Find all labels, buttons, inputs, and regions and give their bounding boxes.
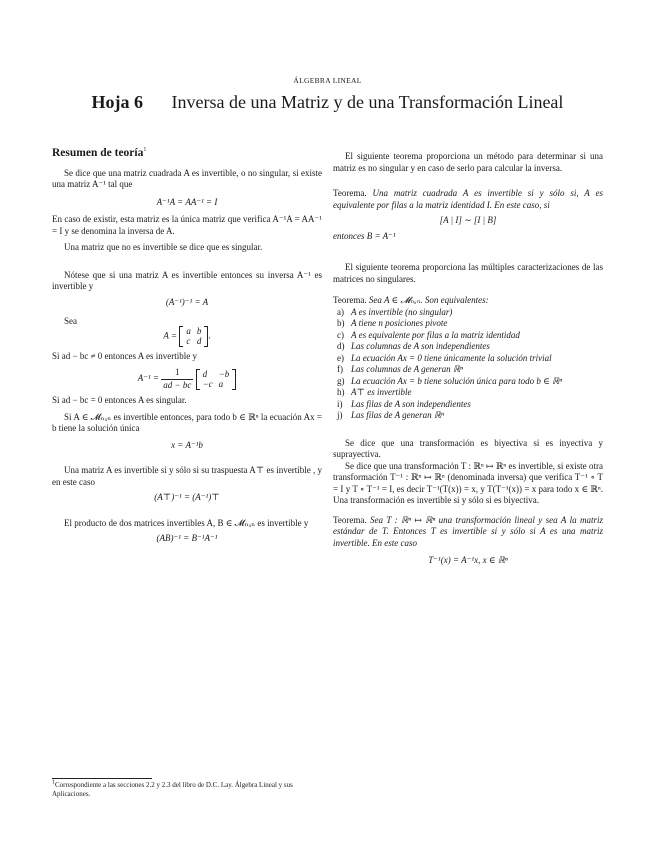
paragraph-inverse-of-inverse: Nótese que si una matriz A es invertible entonces su inversa A⁻¹ es invertible y [52,269,322,291]
fraction-numerator: 1 [161,367,193,380]
theorem-conclusion: entonces B = A⁻¹ [333,230,396,241]
equation-product-inverse: (AB)⁻¹ = B⁻¹A⁻¹ [156,533,218,543]
equation-inverse-2x2 [52,367,322,391]
equation-augmented-matrix: [A | I] ∼ [I | B] [439,215,497,225]
left-column [52,148,322,549]
paragraph-invertible-def: Se dice que una matriz cuadrada A es invertible, o no singular, si existe una matriz A⁻¹ tal que [52,167,322,189]
list-item [333,387,603,399]
list-label: j) [337,410,343,420]
footnote-mark: 1 [143,147,147,154]
theorem-label: Teorema. [333,514,367,525]
list-label: i) [337,398,343,409]
list-item [333,341,603,353]
list-label: e) [337,352,344,363]
theorem-body: Sea A ∈ 𝓜ₙₓₙ. Son equivalentes: [368,295,489,305]
theorem-row-equivalence [333,188,603,211]
paragraph-characterizations-intro: El siguiente teorema proporciona las múltiples caracterizaciones de las matrices no singulares. [333,262,603,284]
matrix-adj-cell: a [218,379,224,389]
list-text: A tiene n posiciones pivote [351,318,448,328]
list-item [333,330,603,342]
right-column [333,151,603,573]
list-text: Las filas de A generan ℝⁿ [351,410,444,420]
paragraph-transpose: Una matriz A es invertible si y sólo si su traspuesta A⊤ es invertible , y en este caso [52,465,322,487]
fraction-denominator: ad − bc [163,379,192,390]
fraction [161,367,193,391]
inverse-lhs: A⁻¹ = [137,373,160,384]
matrix-adj-cell: −c [202,379,213,389]
equation-inverse-def: A⁻¹A = AA⁻¹ = I [156,196,218,207]
list-text: A es invertible (no singular) [351,306,453,317]
matrix-a-cell: a [186,325,191,336]
footnote-text: Correspondiente a las secciones 2.2 y 2.3 del libro de D.C. Lay. Álgebra Lineal y sus Aplicaciones. [52,781,293,798]
paragraph-determinant-nonzero: Si ad − bc ≠ 0 entonces A es invertible y [52,350,197,361]
list-text: La ecuación Ax = b tiene solución única para todo b ∈ ℝⁿ [351,375,563,386]
theorem-equivalences [333,295,603,307]
course-header: ÁLGEBRA LINEAL [293,76,362,85]
list-text: Las filas de A son independientes [351,398,471,409]
list-item [333,353,603,365]
matrix-adj-cell: d [202,368,208,379]
list-label: h) [337,387,345,397]
list-item [333,399,603,411]
list-label: f) [337,364,343,374]
paragraph-bijective: Se dice que una transformación es biyectiva si es inyectiva y suprayectiva. [333,437,603,459]
matrix-adjugate [196,369,237,390]
paragraph-determinant-zero: Si ad − bc = 0 entonces A es singular. [52,395,187,405]
equation-transpose-inverse: (A⊤)⁻¹ = (A⁻¹)⊤ [154,492,220,502]
footnote-number: 1 [52,779,55,786]
list-label: g) [337,375,345,386]
list-item [333,410,603,422]
list-label: b) [337,318,345,328]
sheet-number: Hoja 6 [91,92,144,112]
paragraph-uniqueness: En caso de existir, esta matriz es la única matriz que verifica A⁻¹A = AA⁻¹ = I y se denomina la inversa de A. [52,214,322,236]
title-text: Inversa de una Matriz y de una Transformación Lineal [171,92,564,112]
paragraph-product: El producto de dos matrices invertibles A, B ∈ 𝓜ₙₓₙ es invertible y [64,517,309,528]
equivalence-list [333,307,603,422]
paragraph-singular: Una matriz que no es invertible se dice que es singular. [64,242,263,252]
list-text: A⊤ es invertible [351,387,412,397]
equation-inverse-transformation: T⁻¹(x) = A⁻¹x, x ∈ ℝⁿ [428,555,508,565]
equation-solution: x = A⁻¹b [171,439,203,450]
paragraph-unique-solution: Si A ∈ 𝓜ₙₓₙ es invertible entonces, para todo b ∈ ℝⁿ la ecuación Ax = b tiene la solución única [52,411,322,433]
theorem-body: Sea T : ℝⁿ ↦ ℝⁿ una transformación lineal y sea A la matriz estándar de T. Entonces T es invertible si y sólo si A es una matriz invertible. En este caso [333,514,603,548]
list-text: Las columnas de A generan ℝⁿ [351,364,463,374]
footnote-rule [52,778,152,779]
list-item [333,307,603,319]
section-title-text: Resumen de teoría [52,147,144,159]
matrix-a [179,326,208,347]
matrix-a-lhs: A = [163,330,178,341]
list-item [333,318,603,330]
list-item [333,376,603,388]
matrix-a-cell: d [196,336,202,346]
list-item [333,364,603,376]
list-text: A es equivalente por filas a la matriz identidad [351,329,520,340]
list-label: d) [337,341,345,351]
text-sea: Sea [64,316,77,326]
theorem-linear-transformation [333,515,603,550]
theorem-label: Teorema. [333,295,367,305]
paragraph-method-intro: El siguiente teorema proporciona un método para determinar si una matriz es no singular y en caso de serlo para calcular la inversa. [333,151,603,173]
list-text: Las columnas de A son independientes [351,341,490,351]
theorem-body: Una matriz cuadrada A es invertible si y sólo si, A es equivalente por filas a la matriz identidad I. En este caso, si [333,188,603,210]
list-label: c) [337,329,344,340]
paragraph-invertible-transformation: Se dice que una transformación T : ℝⁿ ↦ ℝⁿ es invertible, si existe otra transformación T⁻¹ : ℝⁿ ↦ ℝⁿ (denominada inversa) que verifica T⁻¹ ∘ T = I y T ∘ T⁻¹ = I, es decir T⁻¹(T(x)) = x, y T(T⁻¹(x)) = x para todo x ∈ ℝⁿ. Una transformación es invertible si y sólo si es biyectiva. [333,460,603,505]
equation-inverse-of-inverse: (A⁻¹)⁻¹ = A [165,296,209,307]
equation-matrix-a: A = a b c d . [163,325,211,346]
list-text: La ecuación Ax = 0 tiene únicamente la solución trivial [351,352,552,363]
matrix-adj-cell: −b [218,368,230,379]
page-title [0,92,655,113]
matrix-a-cell: c [186,336,191,346]
footnote [52,781,322,799]
list-label: a) [337,306,344,317]
theorem-label: Teorema. [333,188,367,198]
matrix-a-cell: b [196,325,202,336]
section-title [52,148,322,160]
